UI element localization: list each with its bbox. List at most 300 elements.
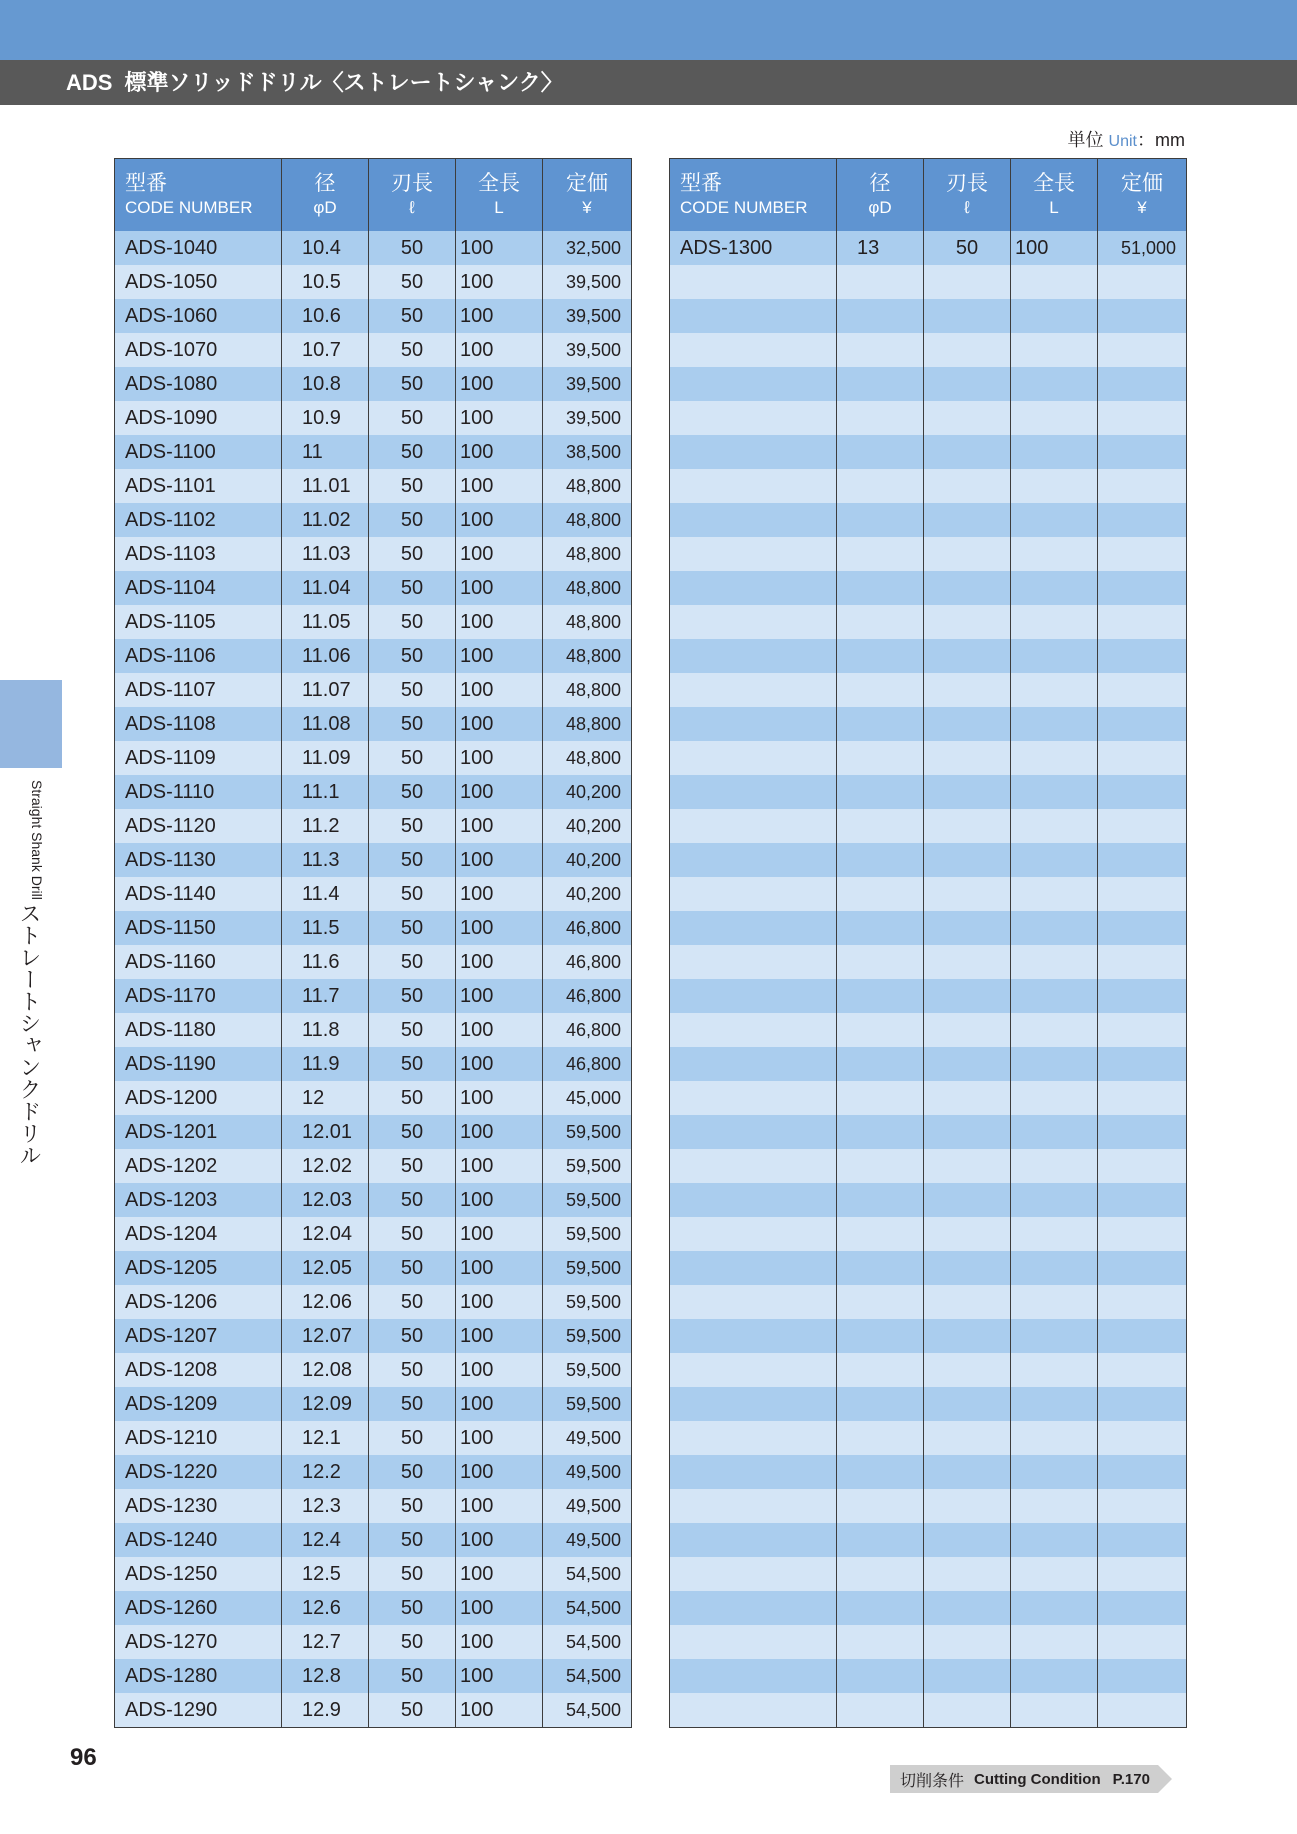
code-cell bbox=[670, 1693, 837, 1728]
table-row bbox=[115, 1319, 632, 1353]
code-cell bbox=[670, 503, 837, 537]
table-row bbox=[115, 537, 632, 571]
price-cell: 48,800 bbox=[543, 639, 632, 673]
diameter-cell bbox=[837, 1149, 924, 1183]
total-length-cell bbox=[1011, 843, 1098, 877]
price-cell: 59,500 bbox=[543, 1115, 632, 1149]
table-row bbox=[115, 1693, 632, 1728]
flute-length-cell bbox=[924, 1183, 1011, 1217]
price-cell bbox=[1098, 537, 1187, 571]
price-cell: 54,500 bbox=[543, 1659, 632, 1693]
price-cell bbox=[1098, 1523, 1187, 1557]
product-table-left bbox=[114, 158, 632, 1728]
total-length-cell: 100 bbox=[456, 1319, 543, 1353]
diameter-cell: 12.9 bbox=[282, 1693, 369, 1728]
diameter-cell bbox=[837, 571, 924, 605]
table-row bbox=[115, 945, 632, 979]
arrow-right-icon bbox=[1158, 1765, 1172, 1793]
total-length-cell: 100 bbox=[456, 877, 543, 911]
price-cell bbox=[1098, 775, 1187, 809]
table-row bbox=[115, 1285, 632, 1319]
diameter-cell bbox=[837, 1591, 924, 1625]
price-cell bbox=[1098, 639, 1187, 673]
flute-length-cell bbox=[924, 707, 1011, 741]
diameter-cell: 12.4 bbox=[282, 1523, 369, 1557]
table-row bbox=[115, 707, 632, 741]
total-length-cell: 100 bbox=[456, 673, 543, 707]
diameter-cell: 10.4 bbox=[282, 231, 369, 265]
total-length-cell bbox=[1011, 1693, 1098, 1728]
diameter-cell: 11.8 bbox=[282, 1013, 369, 1047]
diameter-cell bbox=[837, 1387, 924, 1421]
diameter-cell: 12.06 bbox=[282, 1285, 369, 1319]
code-cell: ADS-1100 bbox=[115, 435, 282, 469]
total-length-cell bbox=[1011, 1455, 1098, 1489]
table-row bbox=[115, 605, 632, 639]
flute-length-cell: 50 bbox=[369, 503, 456, 537]
total-length-cell bbox=[1011, 367, 1098, 401]
table-row bbox=[670, 1591, 1187, 1625]
diameter-cell: 12.2 bbox=[282, 1455, 369, 1489]
total-length-cell bbox=[1011, 1523, 1098, 1557]
code-cell bbox=[670, 1251, 837, 1285]
table-row bbox=[115, 1625, 632, 1659]
table-row bbox=[670, 639, 1187, 673]
price-cell: 49,500 bbox=[543, 1523, 632, 1557]
total-length-cell: 100 bbox=[456, 945, 543, 979]
table-row bbox=[115, 1183, 632, 1217]
flute-length-cell bbox=[924, 1455, 1011, 1489]
diameter-cell bbox=[837, 1013, 924, 1047]
price-cell bbox=[1098, 299, 1187, 333]
code-cell: ADS-1210 bbox=[115, 1421, 282, 1455]
diameter-cell bbox=[837, 979, 924, 1013]
flute-length-cell: 50 bbox=[369, 1659, 456, 1693]
price-cell bbox=[1098, 435, 1187, 469]
flute-length-cell bbox=[924, 1013, 1011, 1047]
side-index-label bbox=[14, 780, 45, 1166]
diameter-cell: 11.01 bbox=[282, 469, 369, 503]
diameter-cell bbox=[837, 605, 924, 639]
diameter-cell: 12.09 bbox=[282, 1387, 369, 1421]
table-row bbox=[670, 367, 1187, 401]
header-diameter: 径 φD bbox=[282, 159, 369, 232]
price-cell: 39,500 bbox=[543, 333, 632, 367]
diameter-cell: 11.07 bbox=[282, 673, 369, 707]
diameter-cell bbox=[837, 265, 924, 299]
table-row bbox=[670, 877, 1187, 911]
diameter-cell bbox=[837, 435, 924, 469]
flute-length-cell: 50 bbox=[369, 1183, 456, 1217]
table-row bbox=[115, 1149, 632, 1183]
table-row bbox=[670, 503, 1187, 537]
table-row bbox=[670, 1659, 1187, 1693]
total-length-cell bbox=[1011, 1387, 1098, 1421]
total-length-cell: 100 bbox=[456, 1251, 543, 1285]
table-row bbox=[670, 333, 1187, 367]
price-cell: 32,500 bbox=[543, 231, 632, 265]
diameter-cell bbox=[837, 1455, 924, 1489]
code-cell: ADS-1170 bbox=[115, 979, 282, 1013]
price-cell: 48,800 bbox=[543, 469, 632, 503]
table-row bbox=[670, 843, 1187, 877]
total-length-cell: 100 bbox=[1011, 231, 1098, 265]
code-cell bbox=[670, 1149, 837, 1183]
diameter-cell: 10.8 bbox=[282, 367, 369, 401]
diameter-cell bbox=[837, 809, 924, 843]
diameter-cell bbox=[837, 1557, 924, 1591]
flute-length-cell bbox=[924, 809, 1011, 843]
price-cell bbox=[1098, 1455, 1187, 1489]
code-cell bbox=[670, 299, 837, 333]
diameter-cell: 11.2 bbox=[282, 809, 369, 843]
flute-length-cell: 50 bbox=[369, 1591, 456, 1625]
total-length-cell: 100 bbox=[456, 1659, 543, 1693]
flute-length-cell: 50 bbox=[369, 1251, 456, 1285]
diameter-cell bbox=[837, 1693, 924, 1728]
code-cell: ADS-1106 bbox=[115, 639, 282, 673]
table-row bbox=[670, 1353, 1187, 1387]
table-row bbox=[115, 1591, 632, 1625]
diameter-cell bbox=[837, 1183, 924, 1217]
flute-length-cell bbox=[924, 673, 1011, 707]
code-cell bbox=[670, 1591, 837, 1625]
flute-length-cell bbox=[924, 1693, 1011, 1728]
total-length-cell bbox=[1011, 1013, 1098, 1047]
flute-length-cell: 50 bbox=[369, 1693, 456, 1728]
diameter-cell bbox=[837, 1251, 924, 1285]
price-cell bbox=[1098, 1387, 1187, 1421]
table-row bbox=[670, 1557, 1187, 1591]
diameter-cell: 11.04 bbox=[282, 571, 369, 605]
code-cell bbox=[670, 1489, 837, 1523]
table-row bbox=[670, 265, 1187, 299]
flute-length-cell: 50 bbox=[369, 537, 456, 571]
total-length-cell: 100 bbox=[456, 1081, 543, 1115]
table-row bbox=[670, 1455, 1187, 1489]
code-cell: ADS-1206 bbox=[115, 1285, 282, 1319]
diameter-cell: 11.06 bbox=[282, 639, 369, 673]
total-length-cell bbox=[1011, 1421, 1098, 1455]
total-length-cell bbox=[1011, 1285, 1098, 1319]
price-cell bbox=[1098, 1693, 1187, 1728]
flute-length-cell bbox=[924, 877, 1011, 911]
table-row bbox=[115, 1353, 632, 1387]
diameter-cell bbox=[837, 401, 924, 435]
table-row bbox=[670, 741, 1187, 775]
flute-length-cell bbox=[924, 1047, 1011, 1081]
diameter-cell: 11.05 bbox=[282, 605, 369, 639]
code-cell bbox=[670, 1455, 837, 1489]
price-cell bbox=[1098, 503, 1187, 537]
diameter-cell: 11.03 bbox=[282, 537, 369, 571]
table-row bbox=[115, 435, 632, 469]
total-length-cell bbox=[1011, 299, 1098, 333]
code-cell bbox=[670, 401, 837, 435]
price-cell: 46,800 bbox=[543, 911, 632, 945]
unit-en: Unit bbox=[1108, 133, 1137, 150]
diameter-cell bbox=[837, 1659, 924, 1693]
table-row bbox=[670, 775, 1187, 809]
total-length-cell bbox=[1011, 1149, 1098, 1183]
price-cell: 59,500 bbox=[543, 1217, 632, 1251]
code-cell: ADS-1107 bbox=[115, 673, 282, 707]
code-cell: ADS-1160 bbox=[115, 945, 282, 979]
cutting-condition-link[interactable] bbox=[890, 1765, 1185, 1793]
diameter-cell bbox=[837, 367, 924, 401]
table-row bbox=[115, 1455, 632, 1489]
side-index-tab[interactable] bbox=[0, 680, 62, 768]
price-cell bbox=[1098, 571, 1187, 605]
price-cell bbox=[1098, 1591, 1187, 1625]
price-cell bbox=[1098, 809, 1187, 843]
code-cell: ADS-1080 bbox=[115, 367, 282, 401]
diameter-cell: 11.5 bbox=[282, 911, 369, 945]
flute-length-cell bbox=[924, 1625, 1011, 1659]
unit-jp: 単位 bbox=[1067, 130, 1104, 150]
code-cell bbox=[670, 571, 837, 605]
table-row bbox=[115, 299, 632, 333]
code-cell bbox=[670, 265, 837, 299]
table-row bbox=[115, 1387, 632, 1421]
diameter-cell bbox=[837, 1115, 924, 1149]
table-row bbox=[115, 1557, 632, 1591]
table-row bbox=[670, 1251, 1187, 1285]
price-cell bbox=[1098, 367, 1187, 401]
flute-length-cell: 50 bbox=[369, 1557, 456, 1591]
code-cell: ADS-1050 bbox=[115, 265, 282, 299]
total-length-cell: 100 bbox=[456, 911, 543, 945]
table-row bbox=[115, 1659, 632, 1693]
price-cell bbox=[1098, 1421, 1187, 1455]
diameter-cell: 10.6 bbox=[282, 299, 369, 333]
total-length-cell: 100 bbox=[456, 605, 543, 639]
table-row bbox=[670, 1489, 1187, 1523]
flute-length-cell: 50 bbox=[369, 775, 456, 809]
flute-length-cell bbox=[924, 265, 1011, 299]
code-cell: ADS-1060 bbox=[115, 299, 282, 333]
price-cell: 40,200 bbox=[543, 809, 632, 843]
price-cell: 49,500 bbox=[543, 1421, 632, 1455]
table-row bbox=[670, 1523, 1187, 1557]
total-length-cell bbox=[1011, 639, 1098, 673]
total-length-cell bbox=[1011, 1115, 1098, 1149]
diameter-cell: 11.1 bbox=[282, 775, 369, 809]
code-cell: ADS-1180 bbox=[115, 1013, 282, 1047]
table-row bbox=[670, 435, 1187, 469]
table-row bbox=[115, 775, 632, 809]
total-length-cell bbox=[1011, 1047, 1098, 1081]
diameter-cell: 12 bbox=[282, 1081, 369, 1115]
code-cell: ADS-1207 bbox=[115, 1319, 282, 1353]
table-row bbox=[670, 1149, 1187, 1183]
code-cell bbox=[670, 639, 837, 673]
flute-length-cell: 50 bbox=[369, 809, 456, 843]
price-cell bbox=[1098, 741, 1187, 775]
diameter-cell: 10.7 bbox=[282, 333, 369, 367]
diameter-cell: 11.09 bbox=[282, 741, 369, 775]
table-row bbox=[115, 571, 632, 605]
flute-length-cell: 50 bbox=[924, 231, 1011, 265]
flute-length-cell bbox=[924, 1081, 1011, 1115]
diameter-cell: 10.9 bbox=[282, 401, 369, 435]
price-cell: 59,500 bbox=[543, 1285, 632, 1319]
flute-length-cell: 50 bbox=[369, 1285, 456, 1319]
price-cell: 59,500 bbox=[543, 1387, 632, 1421]
price-cell bbox=[1098, 1353, 1187, 1387]
price-cell: 40,200 bbox=[543, 877, 632, 911]
price-cell bbox=[1098, 401, 1187, 435]
price-cell bbox=[1098, 707, 1187, 741]
diameter-cell bbox=[837, 1081, 924, 1115]
cutting-condition-page: P.170 bbox=[1112, 1770, 1150, 1788]
price-cell: 46,800 bbox=[543, 1047, 632, 1081]
diameter-cell: 12.03 bbox=[282, 1183, 369, 1217]
table-row bbox=[115, 1115, 632, 1149]
code-cell: ADS-1208 bbox=[115, 1353, 282, 1387]
flute-length-cell: 50 bbox=[369, 265, 456, 299]
flute-length-cell bbox=[924, 979, 1011, 1013]
price-cell bbox=[1098, 1149, 1187, 1183]
flute-length-cell: 50 bbox=[369, 1353, 456, 1387]
diameter-cell bbox=[837, 1285, 924, 1319]
price-cell: 39,500 bbox=[543, 367, 632, 401]
flute-length-cell bbox=[924, 1115, 1011, 1149]
table-row bbox=[115, 979, 632, 1013]
flute-length-cell: 50 bbox=[369, 333, 456, 367]
total-length-cell bbox=[1011, 469, 1098, 503]
total-length-cell: 100 bbox=[456, 571, 543, 605]
table-header-row bbox=[670, 159, 1187, 232]
table-row bbox=[670, 401, 1187, 435]
price-cell: 48,800 bbox=[543, 673, 632, 707]
product-table-right bbox=[669, 158, 1187, 1728]
table-row bbox=[115, 1081, 632, 1115]
header-total-length: 全長 L bbox=[456, 159, 543, 232]
price-cell: 54,500 bbox=[543, 1693, 632, 1728]
table-row bbox=[670, 809, 1187, 843]
code-cell: ADS-1040 bbox=[115, 231, 282, 265]
code-cell bbox=[670, 1353, 837, 1387]
total-length-cell bbox=[1011, 707, 1098, 741]
price-cell bbox=[1098, 1217, 1187, 1251]
flute-length-cell: 50 bbox=[369, 673, 456, 707]
code-cell: ADS-1102 bbox=[115, 503, 282, 537]
total-length-cell bbox=[1011, 401, 1098, 435]
table-header-row bbox=[115, 159, 632, 232]
code-cell: ADS-1290 bbox=[115, 1693, 282, 1728]
price-cell: 48,800 bbox=[543, 571, 632, 605]
price-cell bbox=[1098, 1047, 1187, 1081]
price-cell: 40,200 bbox=[543, 843, 632, 877]
code-cell: ADS-1209 bbox=[115, 1387, 282, 1421]
table-row bbox=[115, 1217, 632, 1251]
diameter-cell: 11.4 bbox=[282, 877, 369, 911]
flute-length-cell: 50 bbox=[369, 1047, 456, 1081]
flute-length-cell: 50 bbox=[369, 639, 456, 673]
title-bar bbox=[0, 60, 1297, 105]
code-cell: ADS-1103 bbox=[115, 537, 282, 571]
total-length-cell: 100 bbox=[456, 843, 543, 877]
table-row bbox=[670, 1217, 1187, 1251]
flute-length-cell: 50 bbox=[369, 367, 456, 401]
price-cell bbox=[1098, 1081, 1187, 1115]
price-cell: 39,500 bbox=[543, 299, 632, 333]
price-cell: 48,800 bbox=[543, 605, 632, 639]
code-cell bbox=[670, 843, 837, 877]
diameter-cell: 12.08 bbox=[282, 1353, 369, 1387]
code-cell bbox=[670, 1285, 837, 1319]
flute-length-cell: 50 bbox=[369, 1319, 456, 1353]
price-cell bbox=[1098, 911, 1187, 945]
total-length-cell: 100 bbox=[456, 1217, 543, 1251]
total-length-cell bbox=[1011, 537, 1098, 571]
price-cell bbox=[1098, 333, 1187, 367]
diameter-cell: 11.9 bbox=[282, 1047, 369, 1081]
total-length-cell: 100 bbox=[456, 1557, 543, 1591]
price-cell bbox=[1098, 265, 1187, 299]
total-length-cell: 100 bbox=[456, 1115, 543, 1149]
series-code: ADS bbox=[66, 70, 113, 95]
cutting-condition-bar bbox=[890, 1765, 1158, 1793]
table-row bbox=[670, 1387, 1187, 1421]
flute-length-cell: 50 bbox=[369, 1625, 456, 1659]
table-row bbox=[670, 1693, 1187, 1728]
flute-length-cell bbox=[924, 1659, 1011, 1693]
total-length-cell: 100 bbox=[456, 401, 543, 435]
table-row bbox=[670, 469, 1187, 503]
header-price: 定価 ¥ bbox=[1098, 159, 1187, 232]
flute-length-cell bbox=[924, 401, 1011, 435]
side-label-jp: ストレートシャンクドリル bbox=[17, 901, 42, 1166]
total-length-cell bbox=[1011, 877, 1098, 911]
total-length-cell: 100 bbox=[456, 1387, 543, 1421]
flute-length-cell bbox=[924, 945, 1011, 979]
total-length-cell bbox=[1011, 333, 1098, 367]
total-length-cell bbox=[1011, 809, 1098, 843]
code-cell: ADS-1220 bbox=[115, 1455, 282, 1489]
flute-length-cell bbox=[924, 1285, 1011, 1319]
table-row bbox=[115, 1489, 632, 1523]
price-cell: 39,500 bbox=[543, 401, 632, 435]
code-cell bbox=[670, 707, 837, 741]
flute-length-cell bbox=[924, 775, 1011, 809]
code-cell: ADS-1105 bbox=[115, 605, 282, 639]
price-cell: 51,000 bbox=[1098, 231, 1187, 265]
total-length-cell: 100 bbox=[456, 537, 543, 571]
total-length-cell bbox=[1011, 911, 1098, 945]
table-row bbox=[670, 231, 1187, 265]
total-length-cell: 100 bbox=[456, 231, 543, 265]
code-cell bbox=[670, 435, 837, 469]
flute-length-cell bbox=[924, 333, 1011, 367]
diameter-cell: 11.7 bbox=[282, 979, 369, 1013]
code-cell: ADS-1140 bbox=[115, 877, 282, 911]
diameter-cell: 12.3 bbox=[282, 1489, 369, 1523]
price-cell bbox=[1098, 1489, 1187, 1523]
unit-label bbox=[1068, 126, 1185, 152]
flute-length-cell: 50 bbox=[369, 1489, 456, 1523]
diameter-cell bbox=[837, 333, 924, 367]
total-length-cell: 100 bbox=[456, 1013, 543, 1047]
flute-length-cell: 50 bbox=[369, 1115, 456, 1149]
code-cell: ADS-1101 bbox=[115, 469, 282, 503]
flute-length-cell: 50 bbox=[369, 979, 456, 1013]
total-length-cell: 100 bbox=[456, 1455, 543, 1489]
code-cell: ADS-1190 bbox=[115, 1047, 282, 1081]
diameter-cell: 11.6 bbox=[282, 945, 369, 979]
price-cell: 54,500 bbox=[543, 1625, 632, 1659]
